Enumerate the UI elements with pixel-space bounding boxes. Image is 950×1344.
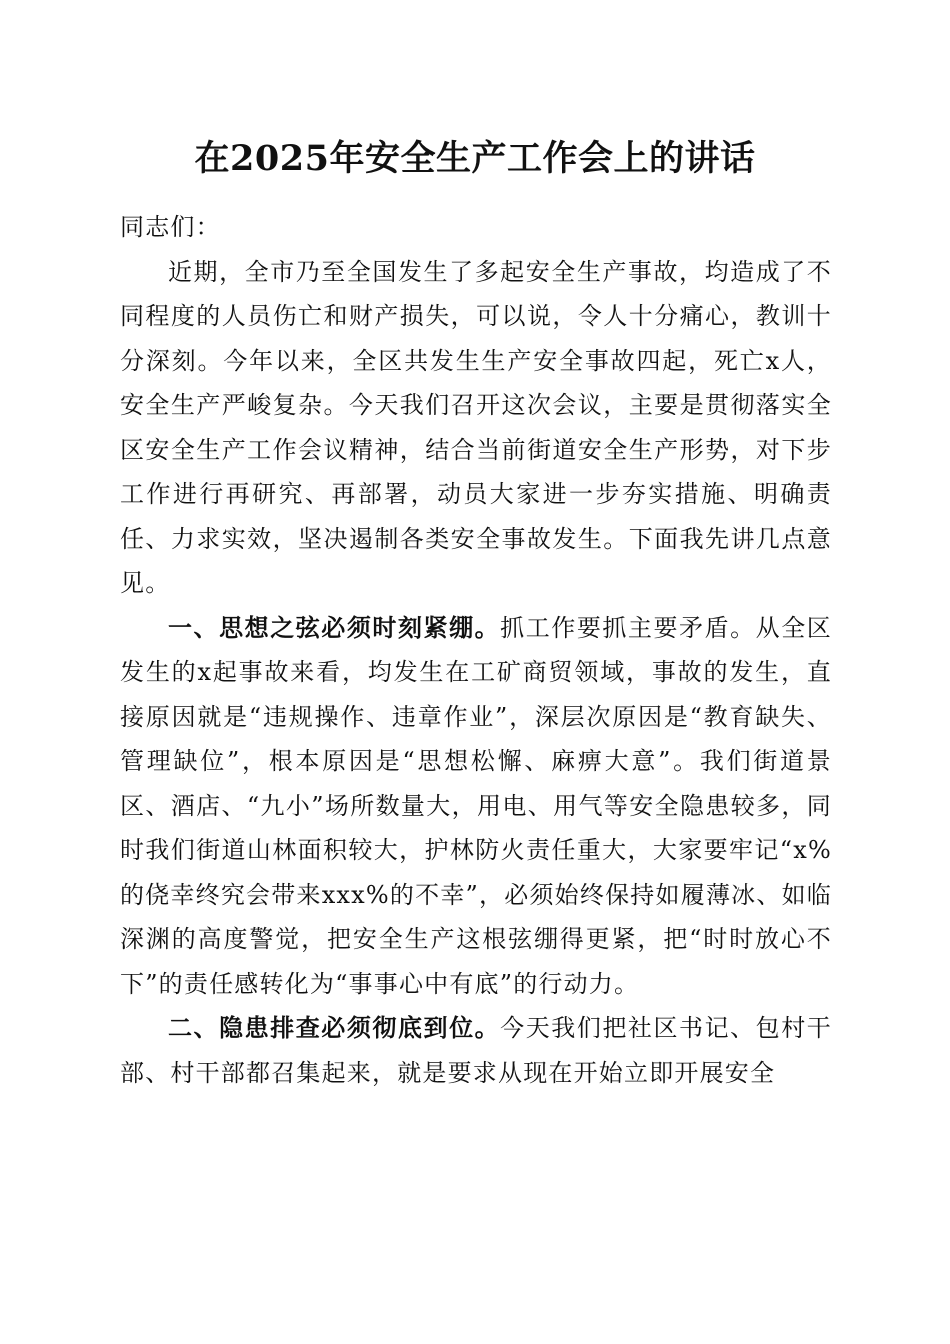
paragraph-text: 今天我们把社区书记、包村干部、村干部都召集起来，就是要求从现在开始立即开展安全 bbox=[120, 1014, 832, 1087]
paragraph-section-2 bbox=[120, 1006, 832, 1095]
paragraph-section-1 bbox=[120, 606, 832, 1007]
document-body bbox=[120, 205, 832, 1095]
paragraph-intro bbox=[120, 250, 832, 606]
section-heading: 二、隐患排查必须彻底到位。 bbox=[168, 1013, 501, 1042]
paragraph-text: 近期，全市乃至全国发生了多起安全生产事故，均造成了不同程度的人员伤亡和财产损失，可以说，令人十分痛心，教训十分深刻。今年以来，全区共发生生产安全事故四起，死亡x人，安全生产严峻复杂。今天我们召开这次会议，主要是贯彻落实全区安全生产工作会议精神，结合当前街道安全生产形势，对下步工作进行再研究、再部署，动员大家进一步夯实措施、明确责任、力求实效，坚决遏制各类安全事故发生。下面我先讲几点意见。 bbox=[120, 257, 832, 597]
section-heading: 一、思想之弦必须时刻紧绷。 bbox=[168, 612, 501, 642]
paragraph-text: 抓工作要抓主要矛盾。从全区发生的x起事故来看，均发生在工矿商贸领域，事故的发生，直接原因就是“违规操作、违章作业”，深层次原因是“教育缺失、管理缺位”，根本原因是“思想松懈、麻痹大意”。我们街道景区、酒店、“九小”场所数量大，用电、用气等安全隐患较多，同时我们街道山林面积较大，护林防火责任重大，大家要牢记“x%的侥幸终究会带来xxx%的不幸”，必须始终保持如履薄冰、如临深渊的高度警觉，把安全生产这根弦绷得更紧，把“时时放心不下”的责任感转化为“事事心中有底”的行动力。 bbox=[120, 613, 832, 998]
document-title: 在2025年安全生产工作会上的讲话 bbox=[194, 138, 756, 179]
greeting: 同志们： bbox=[120, 213, 221, 241]
